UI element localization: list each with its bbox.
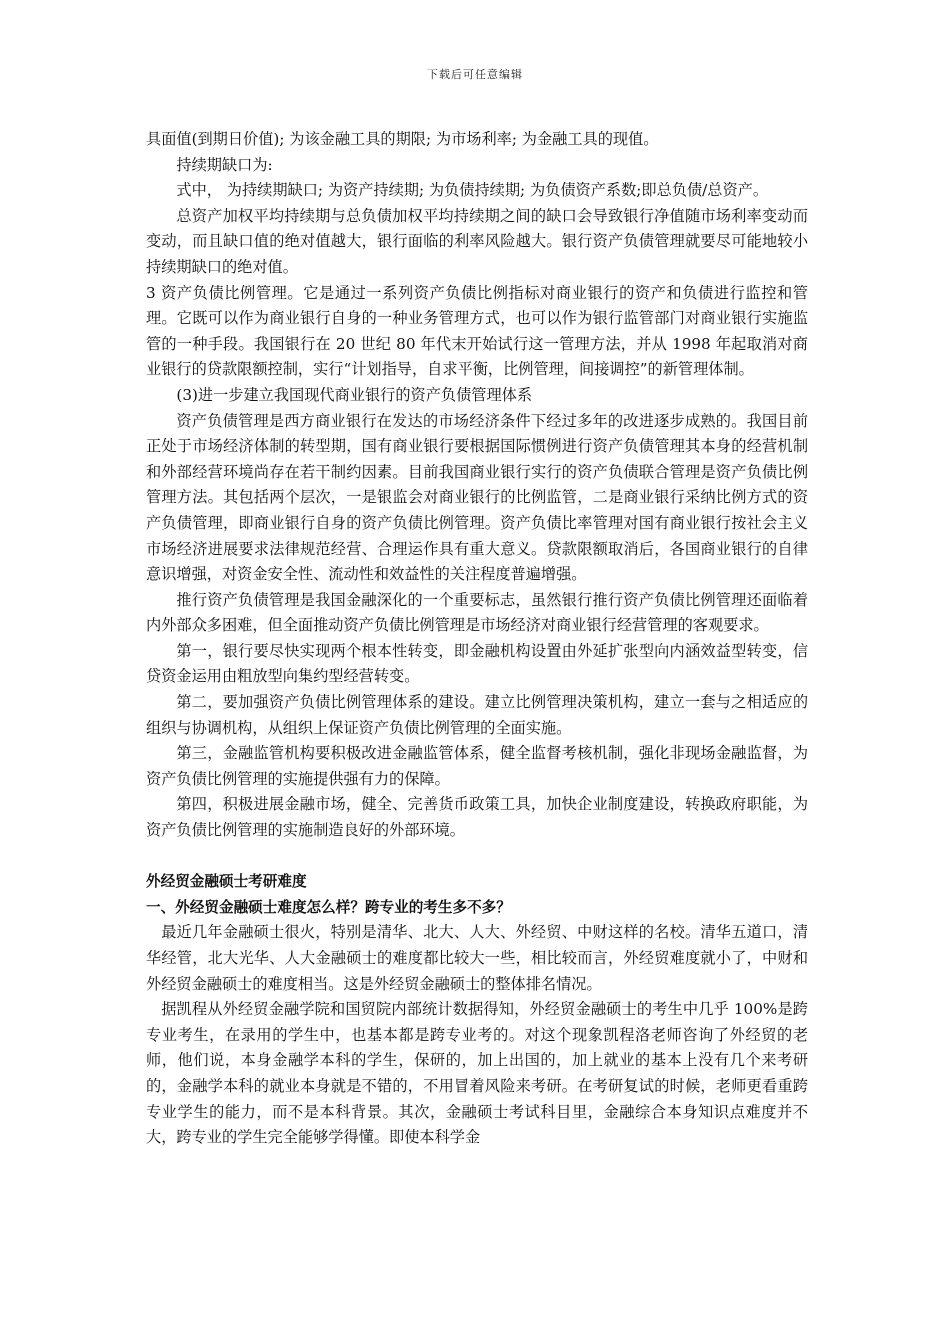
paragraph: 具面值(到期日价值); 为该金融工具的期限; 为市场利率; 为金融工具的现值。 xyxy=(146,130,659,148)
paragraph: (3)进一步建立我国现代商业银行的资产负债管理体系 xyxy=(176,385,533,404)
paragraph: 第二，要加强资产负债比例管理体系的建设。建立比例管理决策机构，建立一套与之相适应的组织与协调机构，从组织上保证资产负债比例管理的全面实施。 xyxy=(146,693,808,737)
section-title: 外经贸金融硕士考研难度 xyxy=(146,873,307,891)
blank-line xyxy=(146,844,808,870)
paragraph: 资产负债管理是西方商业银行在发达的市场经济条件下经过多年的改进逐步成熟的。我国目前正处于市场经济体制的转型期，国有商业银行要根据国际惯例进行资产负债管理其本身的经营机制和外部经营环境尚存在若干制约因素。目前我国商业银行实行的资产负债联合管理是资产负债比例管理方法。其包括两个层次，一是银监会对商业银行的比例监管，二是商业银行采纳比例方式的资产负债管理，即商业银行自身的资产负债比例管理。资产负债比率管理对国有商业银行按社会主义市场经济进展要求法律规范经营、合理运作具有重大意义。贷款限额取消后，各国商业银行的自律意识增强，对资金安全性、流动性和效益性的关注程度普遍增强。 xyxy=(146,411,808,584)
paragraph: 第四，积极进展金融市场，健全、完善货币政策工具，加快企业制度建设，转换政府职能，为资产负债比例管理的实施制造良好的外部环境。 xyxy=(146,795,808,840)
paragraph: 总资产加权平均持续期与总负债加权平均持续期之间的缺口会导致银行净值随市场利率变动而变动，而且缺口值的绝对值越大，银行面临的利率风险越大。银行资产负债管理就要尽可能地较小持续期缺口的绝对值。 xyxy=(146,206,808,276)
document-body xyxy=(146,127,808,1151)
paragraph: 3 资产负债比例管理。它是通过一系列资产负债比例指标对商业银行的资产和负债进行监控和管理。它既可以作为商业银行自身的一种业务管理方式，也可以作为银行监管部门对商业银行实施监管的一种手段。我国银行在 20 世纪 80 年代末开始试行这一管理方法，并从 1998 年起取消对商业银行的贷款限额控制，实行“计划指导，自求平衡，比例管理，间接调控”的新管理体制。 xyxy=(146,283,808,379)
page-header-note: 下载后可任意编辑 xyxy=(427,68,523,81)
section-subtitle: 一、外经贸金融硕士难度怎么样？跨专业的考生多不多？ xyxy=(146,898,511,916)
paragraph: 据凯程从外经贸金融学院和国贸院内部统计数据得知，外经贸金融硕士的考生中几乎 100%是跨专业考生，在录用的学生中，也基本都是跨专业考的。对这个现象凯程洛老师咨询了外经贸的老师，他们说，本身金融学本科的学生，保研的，加上出国的，加上就业的基本上没有几个来考研的，金融学本科的就业本身就是不错的，不用冒着风险来考研。在考研复试的时候，老师更看重跨专业学生的能力，而不是本科背景。其次，金融硕士考试科目里，金融综合本身知识点难度并不大，跨专业的学生完全能够学得懂。即使本科学金 xyxy=(146,1000,808,1147)
paragraph: 最近几年金融硕士很火，特别是清华、北大、人大、外经贸、中财这样的名校。清华五道口，清华经管，北大光华、人大金融硕士的难度都比较大一些，相比较而言，外经贸难度就小了，中财和外经贸金融硕士的难度相当。这是外经贸金融硕士的整体排名情况。 xyxy=(146,923,808,993)
paragraph: 持续期缺口为: xyxy=(176,155,273,174)
paragraph: 推行资产负债管理是我国金融深化的一个重要标志，虽然银行推行资产负债比例管理还面临着内外部众多困难，但全面推动资产负债比例管理是市场经济对商业银行经营管理的客观要求。 xyxy=(146,590,808,635)
paragraph: 式中， 为持续期缺口; 为资产持续期; 为负债持续期; 为负债资产系数;即总负债/总资产。 xyxy=(176,181,769,200)
paragraph: 第三，金融监管机构要积极改进金融监管体系，健全监督考核机制，强化非现场金融监督，为资产负债比例管理的实施提供强有力的保障。 xyxy=(146,744,808,788)
paragraph: 第一，银行要尽快实现两个根本性转变，即金融机构设置由外延扩张型向内涵效益型转变，信贷资金运用由粗放型向集约型经营转变。 xyxy=(146,641,808,686)
